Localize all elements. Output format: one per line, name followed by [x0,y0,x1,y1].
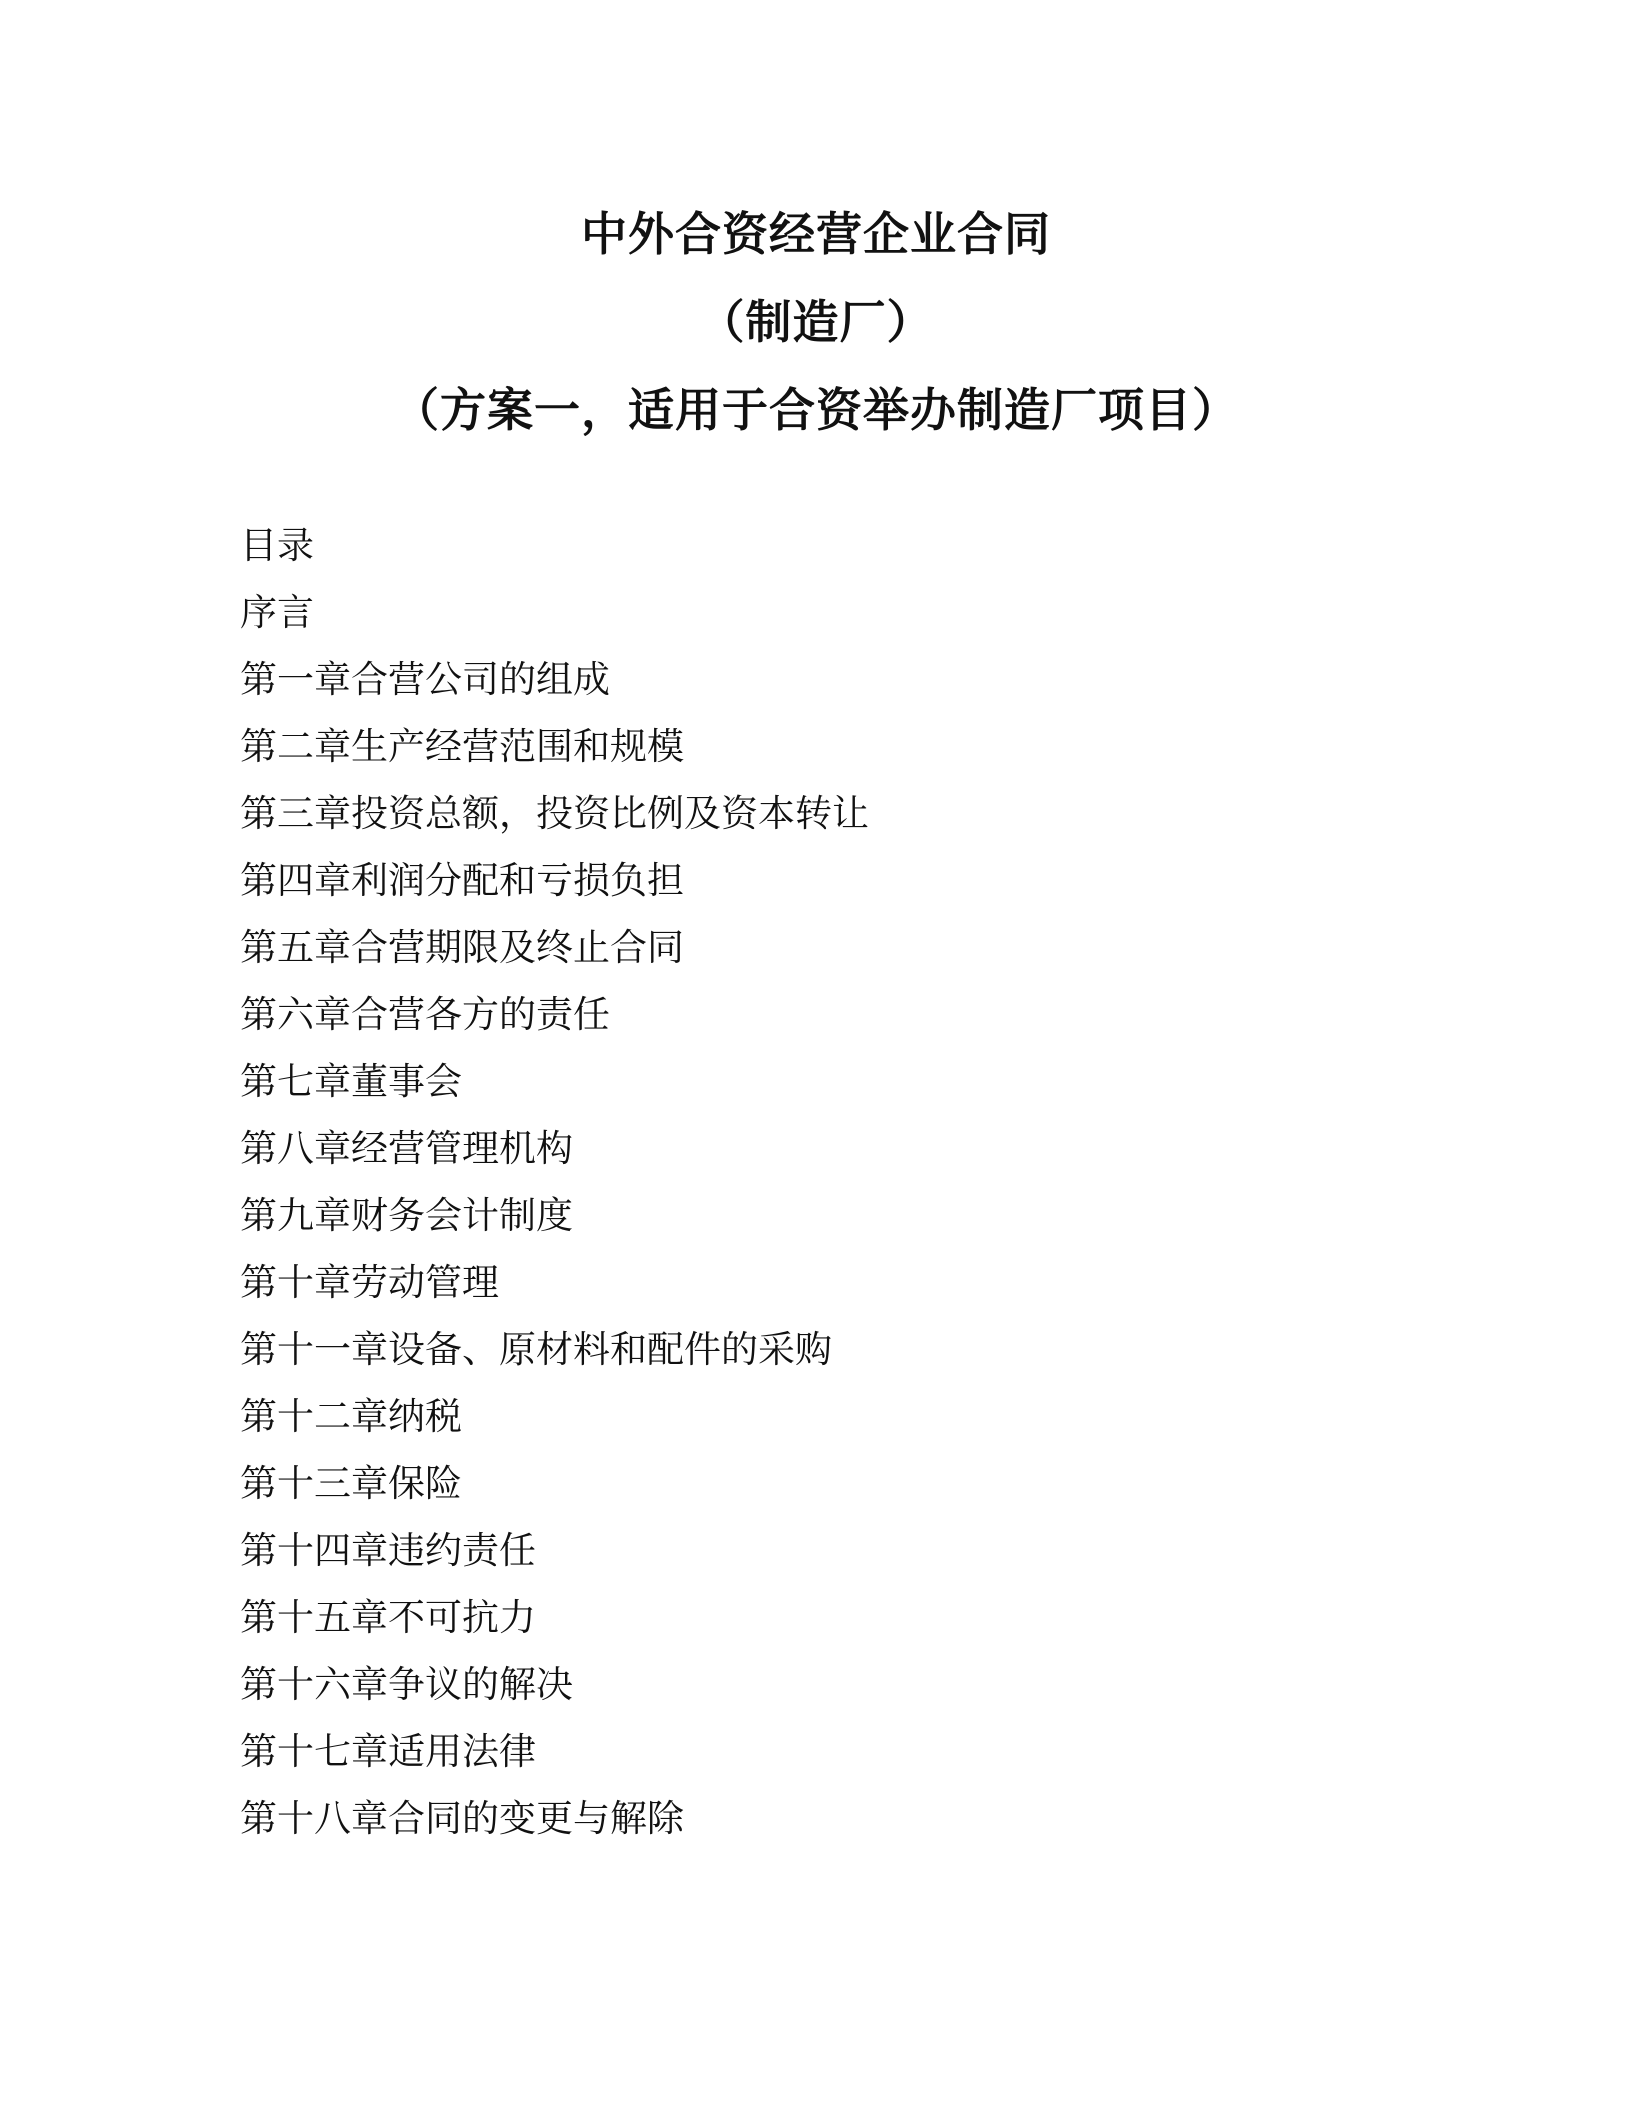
toc-item: 第一章合营公司的组成 [240,658,610,701]
toc-item: 第十一章设备、原材料和配件的采购 [240,1328,832,1371]
toc-item: 第十章劳动管理 [240,1261,499,1304]
toc-item: 第八章经营管理机构 [240,1127,573,1170]
toc-item: 第六章合营各方的责任 [240,993,610,1036]
toc-item: 第五章合营期限及终止合同 [240,926,684,969]
toc-item: 第十二章纳税 [240,1395,462,1438]
toc-item: 序言 [240,591,314,634]
toc-item: 第十三章保险 [240,1462,462,1505]
toc-item: 第十七章适用法律 [240,1730,536,1773]
title-main: 中外合资经营企业合同 [581,207,1051,261]
toc-item: 第九章财务会计制度 [240,1194,573,1237]
document-title [0,190,1632,454]
toc-item: 第十六章争议的解决 [240,1663,573,1706]
toc-item: 第三章投资总额，投资比例及资本转让 [240,792,869,835]
title-subtitle: （制造厂） [698,295,934,349]
table-of-contents [240,512,1440,1852]
toc-heading: 目录 [240,524,314,567]
toc-item: 第十五章不可抗力 [240,1596,536,1639]
toc-item: 第十八章合同的变更与解除 [240,1797,684,1840]
title-scheme: （方案一，适用于合资举办制造厂项目） [393,383,1239,437]
toc-item: 第十四章违约责任 [240,1529,536,1572]
toc-item: 第七章董事会 [240,1060,462,1103]
toc-item: 第四章利润分配和亏损负担 [240,859,684,902]
toc-item: 第二章生产经营范围和规模 [240,725,684,768]
